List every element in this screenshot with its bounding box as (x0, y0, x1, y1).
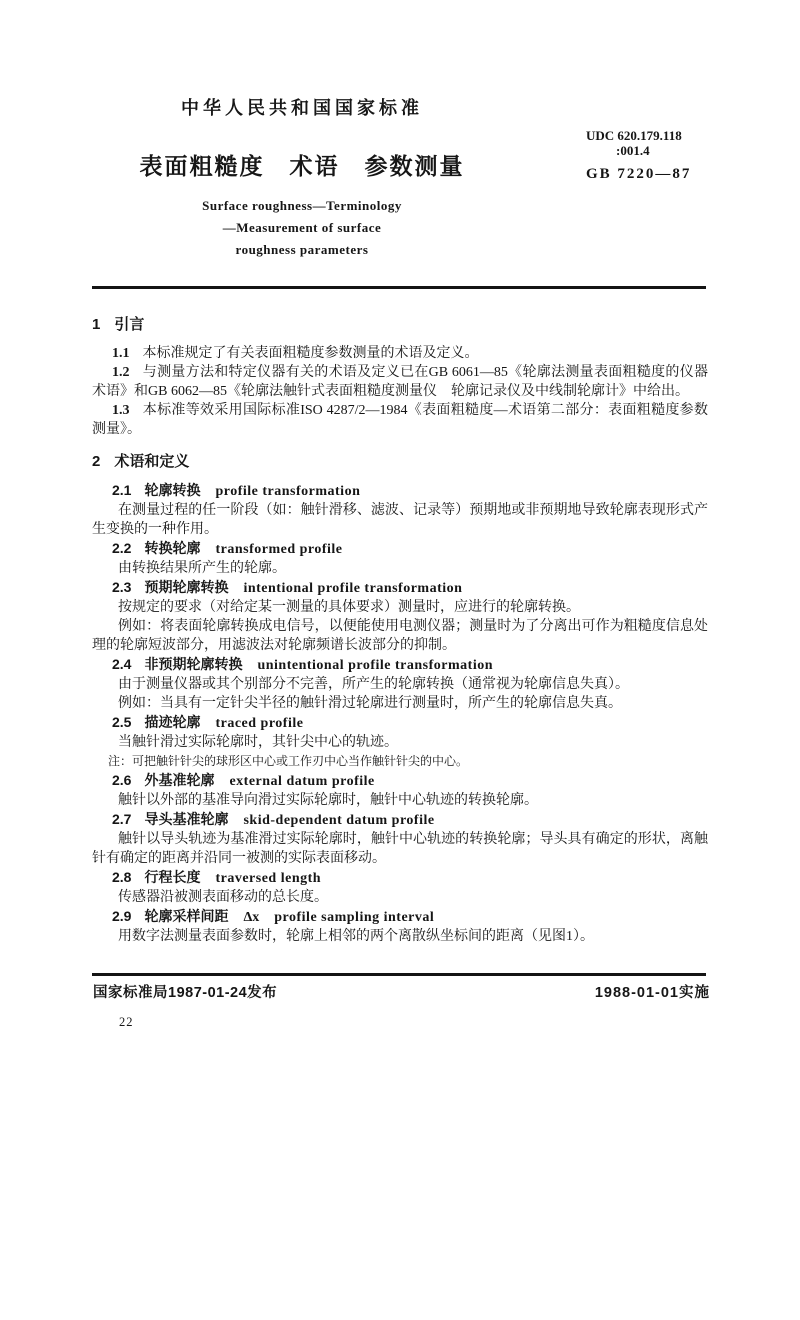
term-chinese: 外基准轮廓 (144, 772, 215, 788)
term-heading (92, 907, 708, 927)
term-english: traced profile (215, 716, 304, 731)
term-heading (92, 655, 708, 675)
clause-number: 2.3 (112, 579, 132, 595)
body-paragraph: 当触针滑过实际轮廓时，其针尖中心的轨迹。 (118, 735, 398, 750)
clause-number: 1.2 (112, 365, 130, 380)
clause-number: 2.7 (112, 811, 132, 827)
title-en-line-1: Surface roughness—Terminology (202, 198, 402, 213)
term-heading (92, 771, 708, 791)
term-chinese: 行程长度 (144, 869, 201, 885)
numbered-paragraph: 1.2 与测量方法和特定仪器有关的术语及定义已在GB 6061—85《轮廓法测量表面粗糙度的仪器术语》和GB 6062—85《轮廓法触针式表面粗糙度测量仪 轮廓记录仪及中线制轮廓计》中给出。 (92, 365, 708, 399)
body-paragraph: 在测量过程的任一阶段（如：触针滑移、滤波、记录等）预期地或非预期地导致轮廓表现形式产生变换的一种作用。 (92, 503, 708, 537)
term-english: traversed length (215, 871, 322, 886)
numbered-paragraph: 1.1 本标准规定了有关表面粗糙度参数测量的术语及定义。 (112, 346, 479, 361)
term-heading (92, 713, 708, 733)
term-chinese: 轮廓转换 (144, 482, 201, 498)
clause-number: 2.4 (112, 656, 132, 672)
numbered-paragraph: 1.3 本标准等效采用国际标准ISO 4287/2—1984《表面粗糙度—术语第二部分：表面粗糙度参数测量》。 (92, 403, 708, 437)
clause-number: 2.6 (112, 772, 132, 788)
body-paragraph: 传感器沿被测表面移动的总长度。 (118, 890, 328, 905)
term-heading (92, 578, 708, 598)
issued-date: 国家标准局1987-01-24发布 (93, 985, 278, 1001)
term-chinese: 轮廓采样间距 (144, 908, 229, 924)
body-paragraph: 用数字法测量表面参数时，轮廓上相邻的两个离散纵坐标间的距离（见图1）。 (118, 929, 594, 944)
udc-number-line1: UDC 620.179.118 (586, 128, 682, 143)
note-paragraph: 注：可把触针针尖的球形区中心或工作刃中心当作触针针尖的中心。 (108, 754, 469, 768)
term-english: profile sampling interval (274, 910, 435, 925)
clause-number: 2 (92, 453, 101, 470)
body-paragraph: 触针以外部的基准导向滑过实际轮廓时，触针中心轨迹的转换轮廓。 (118, 793, 538, 808)
clause-number: 2.1 (112, 482, 132, 498)
term-english: external datum profile (229, 774, 375, 789)
clause-number: 1.1 (112, 346, 130, 361)
document-title-cn: 表面粗糙度 术语 参数测量 (139, 153, 465, 179)
term-chinese: 非预期轮廓转换 (144, 656, 243, 672)
term-heading (92, 810, 708, 830)
term-chinese: 预期轮廓转换 (144, 579, 229, 595)
clause-number: 1 (92, 316, 101, 333)
title-en-line-3: roughness parameters (235, 242, 369, 257)
udc-number-line2: :001.4 (616, 143, 650, 158)
body-paragraph: 例如：将表面轮廓转换成电信号，以便能使用电测仪器；测量时为了分离出可作为粗糙度信息处理的轮廓短波部分，用滤波法对轮廓频谱长波部分的抑制。 (92, 619, 708, 653)
term-symbol: Δx (243, 910, 260, 925)
section-heading: 1 引言 (92, 316, 145, 333)
body-paragraph: 由转换结果所产生的轮廓。 (118, 561, 286, 576)
term-heading (92, 539, 708, 559)
body-paragraph: 按规定的要求（对给定某一测量的具体要求）测量时，应进行的轮廓转换。 (118, 600, 580, 615)
term-english: profile transformation (215, 484, 361, 499)
clause-number: 2.2 (112, 540, 132, 556)
term-english: transformed profile (215, 542, 343, 557)
term-english: unintentional profile transformation (257, 658, 493, 673)
title-en-line-2: —Measurement of surface (222, 220, 382, 235)
clause-number: 1.3 (112, 403, 130, 418)
section-heading: 2 术语和定义 (92, 453, 190, 470)
standard-label: 中华人民共和国国家标准 (181, 98, 423, 118)
document-title-en (92, 195, 512, 261)
standard-number: GB 7220—87 (586, 166, 692, 182)
implementation-date: 1988-01-01实施 (594, 985, 710, 1001)
term-heading (92, 481, 708, 501)
body-paragraph: 触针以导头轨迹为基准滑过实际轮廓时，触针中心轨迹的转换轮廓；导头具有确定的形状，离触针有确定的距离并沿同一被测的实际表面移动。 (92, 832, 708, 866)
clause-number: 2.5 (112, 714, 132, 730)
term-heading (92, 868, 708, 888)
document-body (92, 302, 708, 946)
footer-rule (92, 973, 706, 976)
page-number: 22 (119, 1015, 134, 1029)
term-chinese: 转换轮廓 (144, 540, 201, 556)
body-paragraph: 例如：当具有一定针尖半径的触针滑过轮廓进行测量时，所产生的轮廓信息失真。 (118, 696, 622, 711)
term-chinese: 描迹轮廓 (144, 714, 201, 730)
term-chinese: 导头基准轮廓 (144, 811, 229, 827)
term-english: skid-dependent datum profile (243, 813, 435, 828)
term-english: intentional profile transformation (243, 581, 463, 596)
body-paragraph: 由于测量仪器或其个别部分不完善，所产生的轮廓转换（通常视为轮廓信息失真）。 (118, 677, 629, 692)
header-rule (92, 286, 706, 289)
clause-number: 2.9 (112, 908, 132, 924)
reference-block (586, 128, 716, 182)
clause-number: 2.8 (112, 869, 132, 885)
